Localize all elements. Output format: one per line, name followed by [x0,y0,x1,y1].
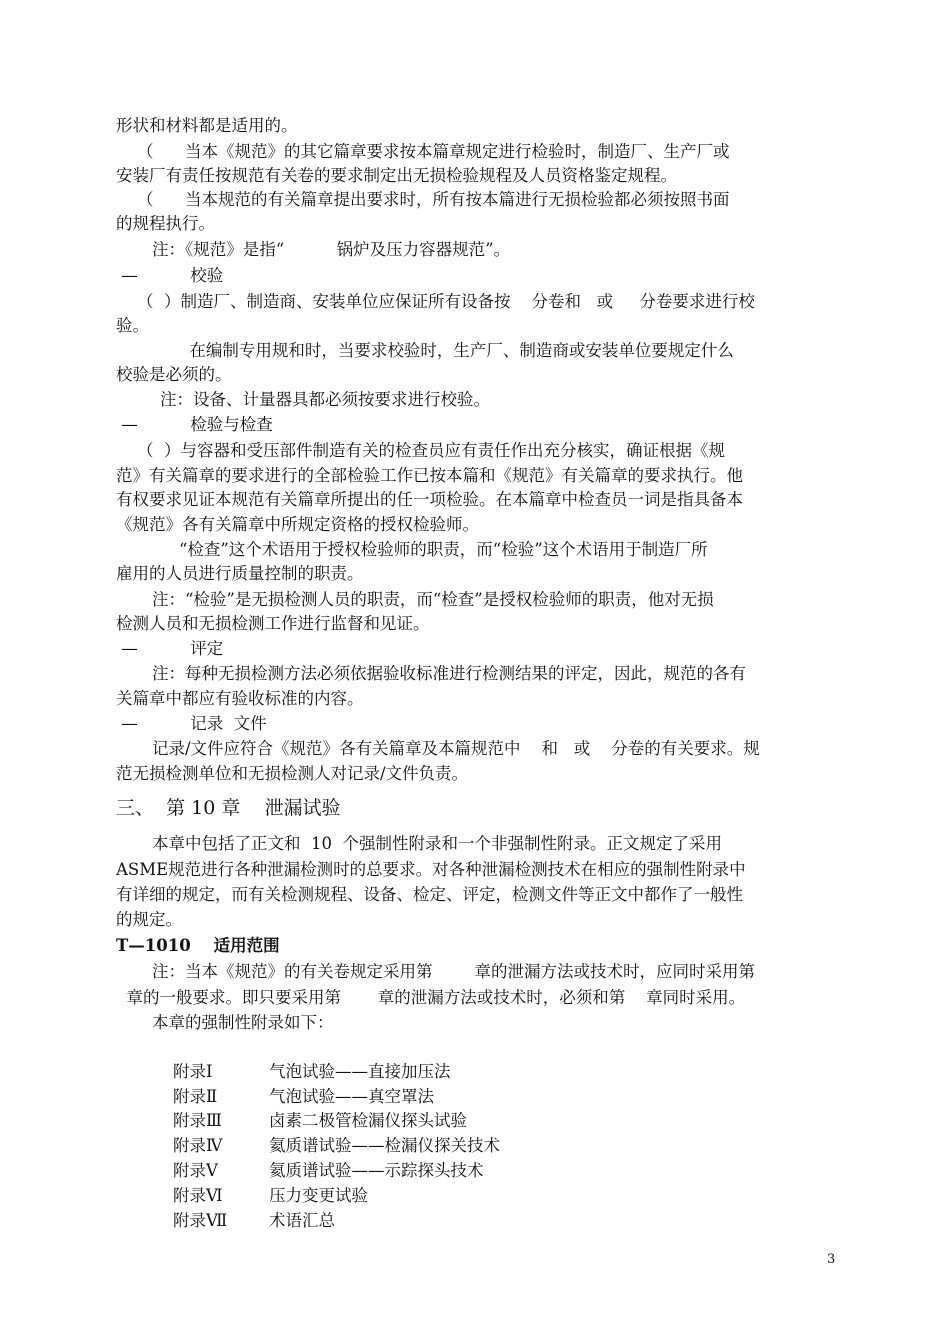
paragraph-line: 本章中包括了正文和 10 个强制性附录和一个非强制性附录。正文规定了采用 [152,834,722,853]
text-line: — 校验 [116,266,224,285]
scope-heading: T—1010 适用范围 [116,936,280,955]
appendix-item [152,1185,874,1257]
appendix-title: 压力变更试验 [268,1186,368,1205]
note-line: 章的一般要求。即只要采用第 章的泄漏方法或技术时，必须和第 章同时采用。 [116,988,746,1007]
text-line: 《规范》各有关篇章中所规定资格的授权检验师。 [116,515,479,534]
text-line: 范》有关篇章的要求进行的全部检验工作已按本篇和《规范》有关篇章的要求执行。他 [116,466,743,485]
text-line: 有权要求见证本规范有关篇章所提出的任一项检验。在本篇章中检查员一词是指具备本 [116,490,743,509]
text-line: 雇用的人员进行质量控制的职责。 [116,564,364,583]
appendix-label: 附录Ⅶ [172,1211,228,1230]
text-line: （ 当本规范的有关篇章提出要求时，所有按本篇进行无损检验都必须按照书面 [116,190,730,209]
section-heading: 三、 第 10 章 泄漏试验 [116,797,341,819]
text-line: 的规程执行。 [116,214,215,233]
appendix-label: 附录Ⅲ [172,1111,222,1130]
paragraph-line: 有详细的规定，而有关检测规程、设备、检定、评定，检测文件等正文中都作了一般性 [116,885,743,904]
appendix-title: 卤素二极管检漏仪探头试验 [268,1111,467,1130]
text-line: “检查”这个术语用于授权检验师的职责，而“检验”这个术语用于制造厂所 [116,540,708,559]
text-line: （ 当本《规范》的其它篇章要求按本篇章规定进行检验时，制造厂、生产厂或 [116,142,730,161]
text-line: — 记录 文件 [116,714,267,733]
text-line: （ ）与容器和受压部件制造有关的检查员应有责任作出充分核实，确证根据《规 [116,441,725,460]
text-line: 安装厂有责任按规范有关卷的要求制定出无损检验规程及人员资格鉴定规程。 [116,166,677,185]
text-line: 校验是必须的。 [116,365,232,384]
appendix-title: 气泡试验——真空罩法 [268,1087,434,1106]
appendix-label: 附录Ⅱ [172,1087,218,1106]
appendix-title: 术语汇总 [268,1211,335,1230]
text-line: 注：《规范》是指“ 锅炉及压力容器规范”。 [152,240,511,259]
text-line: 注：设备、计量器具都必须按要求进行校验。 [160,390,490,409]
appendix-title: 气泡试验——直接加压法 [268,1062,451,1081]
appendix-label: 附录Ⅵ [172,1186,223,1205]
text-line: 验。 [116,316,149,335]
appendix-label: 附录Ⅳ [172,1136,223,1155]
text-line: 范无损检测单位和无损检测人对记录/文件负责。 [116,764,469,783]
text-line: 在编制专用规和时，当要求校验时，生产厂、制造商或安装单位要规定什么 [116,341,734,360]
text-line: 注：“检验”是无损检测人员的职责，而“检查”是授权检验师的职责，他对无损 [152,590,714,609]
appendix-intro: 本章的强制性附录如下： [152,1013,334,1032]
appendix-title: 氦质谱试验——示踪探头技术 [268,1161,484,1180]
text-line: 注：每种无损检测方法必须依据验收标准进行检测结果的评定，因此，规范的各有 [152,664,746,683]
text-line: 形状和材料都是适用的。 [116,116,298,135]
note-line: 注：当本《规范》的有关卷规定采用第 章的泄漏方法或技术时，应同时采用第 [152,962,755,981]
paragraph-line: ASME规范进行各种泄漏检测时的总要求。对各种泄漏检测技术在相应的强制性附录中 [116,860,746,879]
text-line: 检测人员和无损检测工作进行监督和见证。 [116,614,430,633]
text-line: 关篇章中都应有验收标准的内容。 [116,689,364,708]
text-line: — 评定 [116,639,224,658]
text-line: （ ）制造厂、制造商、安装单位应保证所有设备按 分卷和 或 分卷要求进行校 [116,292,755,311]
text-line: — 检验与检查 [116,415,273,434]
appendix-label: 附录Ⅰ [172,1062,213,1081]
paragraph-line: 的规定。 [116,910,182,929]
appendix-title: 氦质谱试验——检漏仪探关技术 [268,1136,500,1155]
text-line: 记录/文件应符合《规范》各有关篇章及本篇规范中 和 或 分卷的有关要求。规 [152,739,760,758]
page-number: 3 [827,1252,836,1267]
appendix-label: 附录Ⅴ [172,1161,218,1180]
